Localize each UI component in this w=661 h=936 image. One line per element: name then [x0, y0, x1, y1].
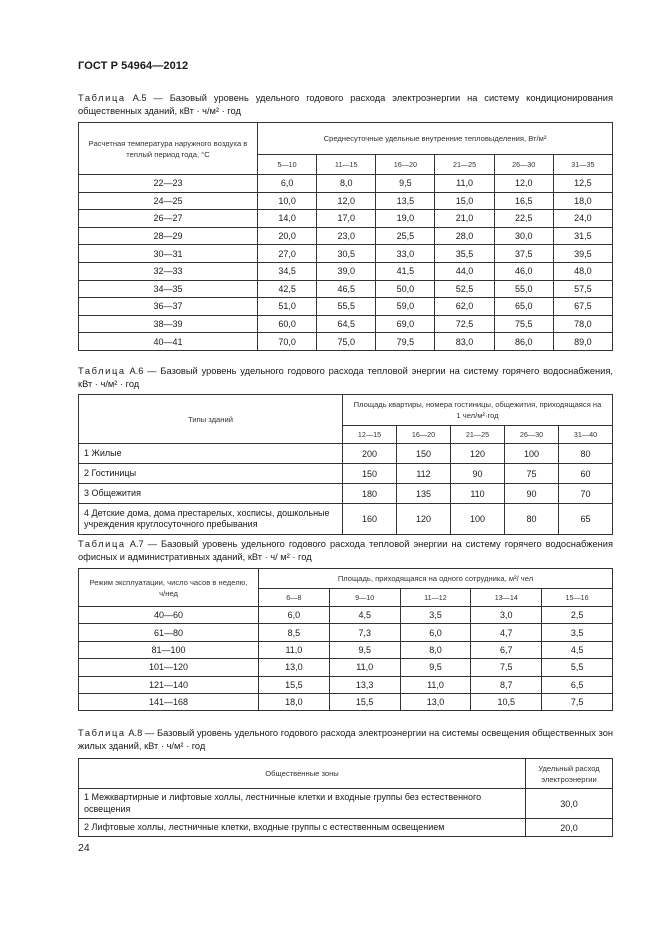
value-cell: 200 [343, 444, 397, 464]
value-cell: 25,5 [376, 227, 435, 245]
value-cell: 39,0 [317, 262, 376, 280]
table-row [79, 298, 613, 316]
value-cell: 46,5 [317, 280, 376, 298]
value-cell: 50,0 [376, 280, 435, 298]
value-cell: 6,0 [400, 624, 471, 641]
value-cell: 46,0 [494, 262, 553, 280]
value-cell: 9,5 [400, 659, 471, 676]
value-cell: 35,5 [435, 245, 494, 263]
row-label-cell: 32—33 [79, 262, 258, 280]
table-body [79, 607, 613, 711]
value-cell: 8,5 [259, 624, 330, 641]
value-cell: 3,5 [542, 624, 613, 641]
column-header: Общественные зоны [79, 759, 526, 789]
value-cell: 15,0 [435, 192, 494, 210]
value-cell: 18,0 [553, 192, 612, 210]
column-header: 15—16 [542, 589, 613, 607]
table-a6 [78, 394, 613, 535]
column-header: 5—10 [258, 155, 317, 175]
row-label-cell: 1 Жилые [79, 444, 343, 464]
value-cell: 150 [343, 464, 397, 484]
value-cell: 34,5 [258, 262, 317, 280]
column-header: 16—20 [397, 426, 451, 444]
table-body [79, 444, 613, 535]
value-cell: 7,5 [542, 693, 613, 710]
value-cell: 17,0 [317, 210, 376, 228]
value-cell: 112 [397, 464, 451, 484]
row-label-cell: 81—100 [79, 641, 259, 658]
row-label-cell: 22—23 [79, 175, 258, 193]
table-label: Таблица [78, 539, 126, 549]
value-cell: 28,0 [435, 227, 494, 245]
value-cell: 110 [451, 484, 505, 504]
value-cell: 22,5 [494, 210, 553, 228]
group-header: Площадь, приходящаяся на одного сотрудника, м²/ чел [259, 569, 613, 589]
value-cell: 8,0 [400, 641, 471, 658]
table-caption-a7 [78, 538, 613, 564]
group-header: Среднесуточные удельные внутренние тепловыделения, Вт/м² [258, 123, 613, 155]
table-row [79, 315, 613, 333]
row-label-cell: 2 Гостиницы [79, 464, 343, 484]
table-row [79, 245, 613, 263]
column-header: 16—20 [376, 155, 435, 175]
column-header: 13—14 [471, 589, 542, 607]
row-label-cell: 36—37 [79, 298, 258, 316]
row-label-cell: 101—120 [79, 659, 259, 676]
value-cell: 75,5 [494, 315, 553, 333]
value-cell: 37,5 [494, 245, 553, 263]
value-cell: 24,0 [553, 210, 612, 228]
value-cell: 11,0 [400, 676, 471, 693]
value-cell: 120 [397, 504, 451, 535]
row-label-cell: 24—25 [79, 192, 258, 210]
value-cell: 83,0 [435, 333, 494, 351]
caption-text: А.6 — Базовый уровень удельного годового расхода тепловой энергии на систему горячего водоснабжения, кВт · ч/м² · год [78, 366, 613, 389]
value-cell: 8,0 [317, 175, 376, 193]
table-row [79, 624, 613, 641]
row-label-cell: 61—80 [79, 624, 259, 641]
table-row [79, 192, 613, 210]
value-cell: 7,3 [329, 624, 400, 641]
value-cell: 90 [505, 484, 559, 504]
value-cell: 62,0 [435, 298, 494, 316]
table-row [79, 333, 613, 351]
value-cell: 8,7 [471, 676, 542, 693]
column-header: 9—10 [329, 589, 400, 607]
row-label-cell: 121—140 [79, 676, 259, 693]
row-label-cell: 4 Детские дома, дома престарелых, хосписы, дошкольные учреждения круглосуточного пребывания [79, 504, 343, 535]
table-caption-a5 [78, 92, 613, 118]
value-cell: 21,0 [435, 210, 494, 228]
value-cell: 41,5 [376, 262, 435, 280]
table-row [79, 641, 613, 658]
document-header: ГОСТ Р 54964—2012 [78, 60, 189, 72]
table-label: Таблица [78, 366, 126, 376]
table-row [79, 484, 613, 504]
value-cell: 9,5 [376, 175, 435, 193]
column-header: 12—15 [343, 426, 397, 444]
value-cell: 20,0 [526, 819, 613, 837]
value-cell: 11,0 [259, 641, 330, 658]
table-row [79, 444, 613, 464]
table-row [79, 819, 613, 837]
row-label-cell: 1 Межквартирные и лифтовые холлы, лестничные клетки и входные группы без естественного освещения [79, 789, 526, 819]
value-cell: 27,0 [258, 245, 317, 263]
column-header: Удельный расход электроэнергии [526, 759, 613, 789]
caption-text: А.5 — Базовый уровень удельного годового расхода электроэнергии на систему кондиционирования общественных зданий, кВт · ч/м² · год [78, 93, 613, 116]
value-cell: 100 [451, 504, 505, 535]
table-a7 [78, 568, 613, 711]
table-a5 [78, 122, 613, 351]
value-cell: 18,0 [259, 693, 330, 710]
column-header: 31—35 [553, 155, 612, 175]
value-cell: 65,0 [494, 298, 553, 316]
table-body [79, 789, 613, 837]
row-header: Типы зданий [79, 395, 343, 444]
value-cell: 12,0 [317, 192, 376, 210]
column-header: 21—25 [451, 426, 505, 444]
value-cell: 72,5 [435, 315, 494, 333]
row-label-cell: 26—27 [79, 210, 258, 228]
value-cell: 60 [559, 464, 613, 484]
group-header: Площадь квартиры, номера гостиницы, общежития, приходящаяся на 1 чел/м²·год [343, 395, 613, 426]
value-cell: 12,5 [553, 175, 612, 193]
value-cell: 6,0 [259, 607, 330, 624]
value-cell: 15,5 [259, 676, 330, 693]
value-cell: 6,0 [258, 175, 317, 193]
value-cell: 55,5 [317, 298, 376, 316]
table-row [79, 464, 613, 484]
table-row [79, 789, 613, 819]
caption-text: А.7 — Базовый уровень удельного годового расхода тепловой энергии на систему горячего водоснабжения офисных и административных зданий, кВт · ч/ м² · год [78, 539, 613, 562]
value-cell: 13,0 [259, 659, 330, 676]
table-body [79, 175, 613, 351]
table-label: Таблица [78, 93, 126, 103]
column-header: 6—8 [259, 589, 330, 607]
value-cell: 120 [451, 444, 505, 464]
table-a8 [78, 758, 613, 837]
value-cell: 14,0 [258, 210, 317, 228]
table-label: Таблица [78, 728, 126, 738]
table-row [79, 262, 613, 280]
value-cell: 67,5 [553, 298, 612, 316]
value-cell: 4,5 [542, 641, 613, 658]
table-row [79, 693, 613, 710]
row-label-cell: 30—31 [79, 245, 258, 263]
table-row [79, 607, 613, 624]
value-cell: 86,0 [494, 333, 553, 351]
row-label-cell: 141—168 [79, 693, 259, 710]
value-cell: 180 [343, 484, 397, 504]
row-label-cell: 40—41 [79, 333, 258, 351]
value-cell: 5,5 [542, 659, 613, 676]
row-label-cell: 28—29 [79, 227, 258, 245]
row-label-cell: 2 Лифтовые холлы, лестничные клетки, входные группы с естественным освещением [79, 819, 526, 837]
table-row [79, 175, 613, 193]
value-cell: 4,5 [329, 607, 400, 624]
value-cell: 60,0 [258, 315, 317, 333]
value-cell: 59,0 [376, 298, 435, 316]
table-row [79, 280, 613, 298]
table-row [79, 504, 613, 535]
value-cell: 39,5 [553, 245, 612, 263]
value-cell: 51,0 [258, 298, 317, 316]
value-cell: 78,0 [553, 315, 612, 333]
value-cell: 31,5 [553, 227, 612, 245]
value-cell: 2,5 [542, 607, 613, 624]
value-cell: 13,3 [329, 676, 400, 693]
value-cell: 23,0 [317, 227, 376, 245]
value-cell: 13,0 [400, 693, 471, 710]
value-cell: 100 [505, 444, 559, 464]
value-cell: 6,5 [542, 676, 613, 693]
column-header: 21—25 [435, 155, 494, 175]
value-cell: 150 [397, 444, 451, 464]
value-cell: 42,5 [258, 280, 317, 298]
value-cell: 64,5 [317, 315, 376, 333]
row-label-cell: 3 Общежития [79, 484, 343, 504]
value-cell: 16,5 [494, 192, 553, 210]
value-cell: 79,5 [376, 333, 435, 351]
value-cell: 3,0 [471, 607, 542, 624]
value-cell: 44,0 [435, 262, 494, 280]
value-cell: 7,5 [471, 659, 542, 676]
column-header: 11—15 [317, 155, 376, 175]
value-cell: 30,0 [526, 789, 613, 819]
row-label-cell: 40—60 [79, 607, 259, 624]
table-row [79, 227, 613, 245]
value-cell: 70 [559, 484, 613, 504]
table-row [79, 659, 613, 676]
row-header: Режим эксплуатации, число часов в неделю, ч/нед [79, 569, 259, 607]
value-cell: 4,7 [471, 624, 542, 641]
column-header: 26—30 [494, 155, 553, 175]
column-header: 31—40 [559, 426, 613, 444]
value-cell: 80 [505, 504, 559, 535]
value-cell: 57,5 [553, 280, 612, 298]
value-cell: 11,0 [329, 659, 400, 676]
column-header: 11—12 [400, 589, 471, 607]
table-row [79, 210, 613, 228]
column-header: 26—30 [505, 426, 559, 444]
value-cell: 65 [559, 504, 613, 535]
value-cell: 13,5 [376, 192, 435, 210]
value-cell: 90 [451, 464, 505, 484]
value-cell: 33,0 [376, 245, 435, 263]
caption-text: А.8 — Базовый уровень удельного годового расхода электроэнергии на системы освещения общественных зон жилых зданий, кВт · ч/м² · год [78, 728, 613, 751]
value-cell: 89,0 [553, 333, 612, 351]
row-label-cell: 38—39 [79, 315, 258, 333]
value-cell: 12,0 [494, 175, 553, 193]
page-number: 24 [78, 842, 90, 854]
value-cell: 6,7 [471, 641, 542, 658]
table-row [79, 676, 613, 693]
value-cell: 80 [559, 444, 613, 464]
value-cell: 55,0 [494, 280, 553, 298]
value-cell: 75 [505, 464, 559, 484]
value-cell: 48,0 [553, 262, 612, 280]
value-cell: 75,0 [317, 333, 376, 351]
value-cell: 30,5 [317, 245, 376, 263]
value-cell: 15,5 [329, 693, 400, 710]
table-caption-a8 [78, 727, 613, 753]
value-cell: 3,5 [400, 607, 471, 624]
value-cell: 135 [397, 484, 451, 504]
row-label-cell: 34—35 [79, 280, 258, 298]
value-cell: 10,0 [258, 192, 317, 210]
value-cell: 30,0 [494, 227, 553, 245]
value-cell: 160 [343, 504, 397, 535]
value-cell: 20,0 [258, 227, 317, 245]
value-cell: 70,0 [258, 333, 317, 351]
value-cell: 9,5 [329, 641, 400, 658]
row-header: Расчетная температура наружного воздуха в теплый период года, °С [79, 123, 258, 175]
value-cell: 11,0 [435, 175, 494, 193]
table-caption-a6 [78, 365, 613, 391]
value-cell: 10,5 [471, 693, 542, 710]
value-cell: 69,0 [376, 315, 435, 333]
value-cell: 52,5 [435, 280, 494, 298]
value-cell: 19,0 [376, 210, 435, 228]
